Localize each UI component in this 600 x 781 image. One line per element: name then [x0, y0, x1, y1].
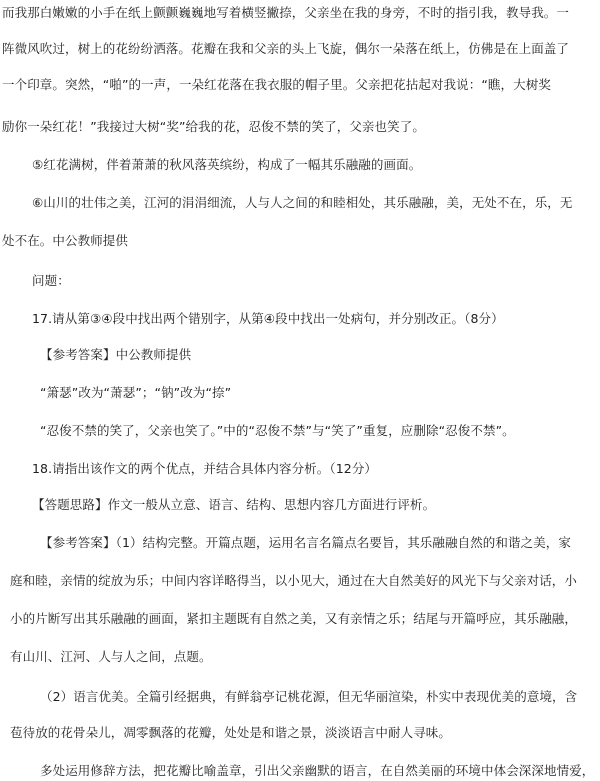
q17-answer-heading: 【参考答案】中公教师提供: [40, 347, 192, 362]
q17-typo-line: “箫瑟”改为“萧瑟”；“钠”改为“捺”: [40, 385, 232, 400]
paragraph-6-line-1: ⑥山川的壮伟之美，江河的涓涓细流，人与人之间的和睦相处，其乐融融，美，无处不在，乐，无: [32, 195, 573, 210]
q18-point2-line-1: （2）语言优美。全篇引经据典，有鲜翁亭记桃花源，但无华丽渲染，朴实中表现优美的意境，含: [40, 689, 578, 704]
q18-prompt: 18.请指出该作文的两个优点，并结合具体内容分析。（12分）: [32, 461, 378, 476]
q18-tip: 【答题思路】作文一般从立意、语言、结构、思想内容几方面进行评析。: [32, 497, 436, 512]
para-top-line-2: 阵微风吹过，树上的花纷纷洒落。花瓣在我和父亲的头上飞旋，偶尔一朵落在纸上，仿佛是在上面盖了: [2, 41, 570, 56]
q18-answer-line-2: 庭和睦，亲情的绽放为乐；中间内容详略得当，以小见大，通过在大自然美好的风光下与父亲对话，小: [10, 573, 578, 588]
para-top-line-1: 而我那白嫩嫩的小手在纸上颤颤巍巍地写着横竖撇捺，父亲坐在我的身旁，不时的指引我，教导我。一: [2, 5, 570, 20]
para-top-line-4: 励你一朵红花！”我接过大树“奖”给我的花，忍俊不禁的笑了，父亲也笑了。: [2, 119, 425, 134]
q17-sentence-line: “忍俊不禁的笑了，父亲也笑了。”中的“忍俊不禁”与“笑了”重复，应删除“忍俊不禁”。: [40, 423, 515, 438]
paragraph-6-line-2: 处不在。中公教师提供: [2, 233, 129, 248]
q18-answer-line-3: 小的片断写出其乐融融的画面，紧扣主题既有自然之美，又有亲情之乐；结尾与开篇呼应，其乐融融，: [10, 611, 578, 626]
paragraph-5: ⑤红花满树，伴着萧萧的秋风落英缤纷，构成了一幅其乐融融的画面。: [32, 157, 422, 172]
para-top-line-3: 一个印章。突然，“啪”的一声，一朵红花落在我衣服的帽子里。父亲把花拈起对我说：“瞧，大树奖: [2, 77, 551, 92]
q18-answer-line-1: 【参考答案】（1）结构完整。开篇点题，运用名言名篇点名要旨，其乐融融自然的和谐之美，家: [40, 535, 572, 550]
q18-point2-line-2: 苞待放的花骨朵儿，凋零飘落的花瓣，处处是和谐之景，淡淡语言中耐人寻味。: [10, 725, 452, 740]
q18-answer-line-4: 有山川、江河、人与人之间，点题。: [10, 649, 212, 664]
q17-prompt: 17.请从第③④段中找出两个错别字，从第④段中找出一处病句，并分别改正。（8分）: [32, 311, 504, 326]
question-label: 问题：: [32, 273, 70, 288]
q18-point3-fragment: 多处运用修辞方法，把花瓣比喻盖章，引出父亲幽默的语言，在自然美丽的环境中体会深深地情爱，: [40, 763, 595, 778]
